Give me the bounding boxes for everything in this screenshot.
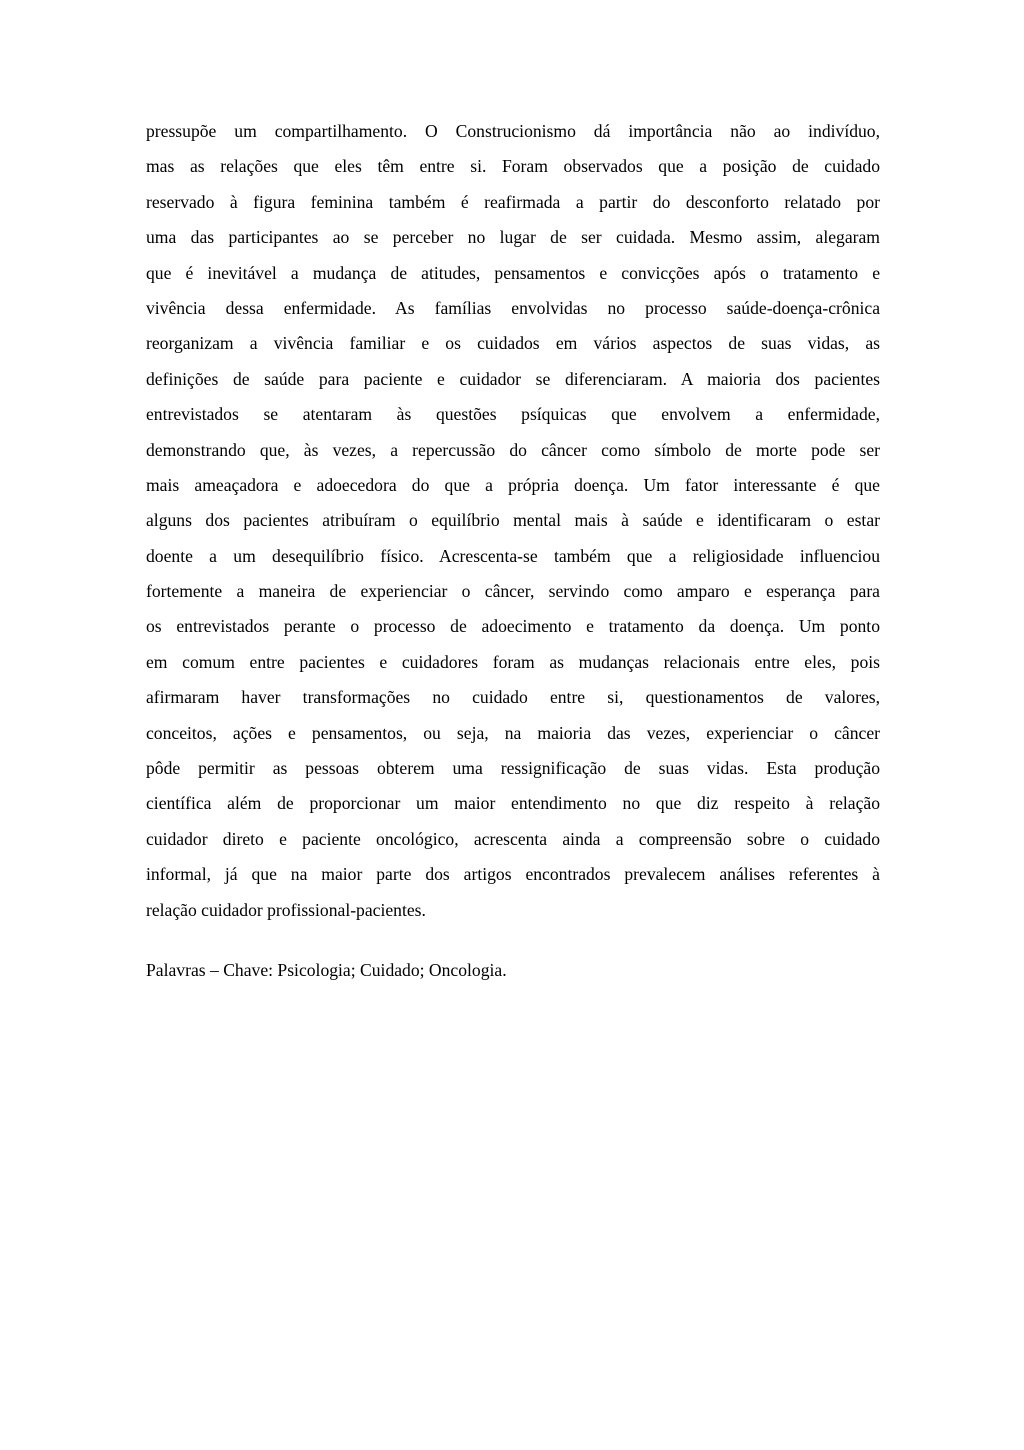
paragraph-line: reorganizam a vivência familiar e os cuidados em vários aspectos de suas vidas, as <box>146 333 880 354</box>
paragraph-line: em comum entre pacientes e cuidadores foram as mudanças relacionais entre eles, pois <box>146 651 880 672</box>
paragraph-line: os entrevistados perante o processo de adoecimento e tratamento da doença. Um ponto <box>146 616 880 637</box>
paragraph-line: fortemente a maneira de experienciar o câncer, servindo como amparo e esperança para <box>146 581 880 602</box>
paragraph-line: mas as relações que eles têm entre si. Foram observados que a posição de cuidado <box>146 156 880 177</box>
paragraph-line: uma das participantes ao se perceber no lugar de ser cuidada. Mesmo assim, alegaram <box>146 227 880 248</box>
paragraph-line: relação cuidador profissional-pacientes. <box>146 899 426 920</box>
paragraph-line: pôde permitir as pessoas obterem uma ressignificação de suas vidas. Esta produção <box>146 758 880 779</box>
paragraph-line: que é inevitável a mudança de atitudes, pensamentos e convicções após o tratamento e <box>146 262 880 283</box>
paragraph-line: mais ameaçadora e adoecedora do que a própria doença. Um fator interessante é que <box>146 474 880 495</box>
paragraph-line: alguns dos pacientes atribuíram o equilíbrio mental mais à saúde e identificaram o estar <box>146 510 880 531</box>
paragraph-line: científica além de proporcionar um maior entendimento no que diz respeito à relação <box>146 793 880 814</box>
paragraph-line: cuidador direto e paciente oncológico, acrescenta ainda a compreensão sobre o cuidado <box>146 828 880 849</box>
paragraph-line: pressupõe um compartilhamento. O Construcionismo dá importância não ao indivíduo, <box>146 121 880 141</box>
paragraph-line: demonstrando que, às vezes, a repercussão do câncer como símbolo de morte pode ser <box>146 439 880 460</box>
paragraph-line: afirmaram haver transformações no cuidado entre si, questionamentos de valores, <box>146 687 880 708</box>
keywords-line: Palavras – Chave: Psicologia; Cuidado; Oncologia. <box>146 960 507 980</box>
paragraph-line: vivência dessa enfermidade. As famílias envolvidas no processo saúde-doença-crônica <box>146 297 880 318</box>
paragraph-line: informal, já que na maior parte dos artigos encontrados prevalecem análises referentes à <box>146 864 880 885</box>
paragraph-line: entrevistados se atentaram às questões psíquicas que envolvem a enfermidade, <box>146 404 880 425</box>
paragraph-line: reservado à figura feminina também é reafirmada a partir do desconforto relatado por <box>146 191 880 212</box>
paragraph-line: doente a um desequilíbrio físico. Acrescenta-se também que a religiosidade influenciou <box>146 545 880 566</box>
paragraph-line: conceitos, ações e pensamentos, ou seja, na maioria das vezes, experienciar o câncer <box>146 722 880 743</box>
paragraph-line: definições de saúde para paciente e cuidador se diferenciaram. A maioria dos pacientes <box>146 368 880 389</box>
abstract-paragraph <box>146 114 880 928</box>
